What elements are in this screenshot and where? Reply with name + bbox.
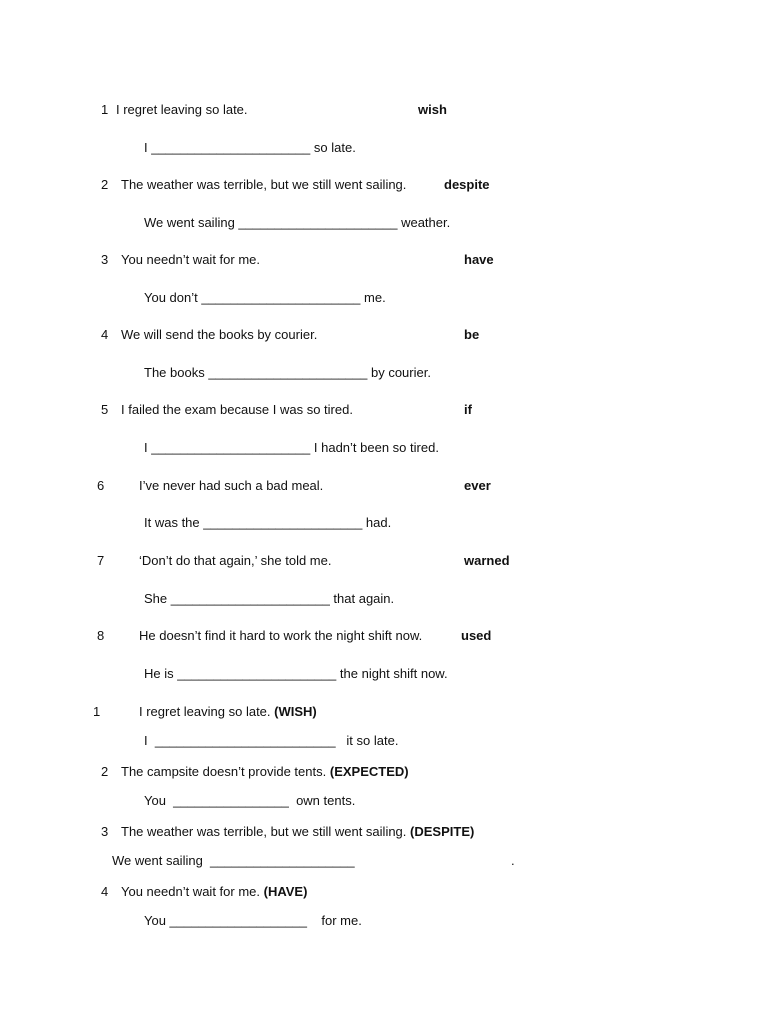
q8-number: 8: [97, 628, 105, 643]
s2-q1-keyword: (WISH): [274, 704, 317, 719]
q5-answer: I ______________________ I hadn’t been so tired.: [144, 440, 439, 455]
s2-q3-keyword: (DESPITE): [410, 824, 475, 839]
q2-keyword: despite: [444, 177, 490, 192]
s2-q4-number: 4: [101, 884, 109, 899]
q4-sentence: We will send the books by courier.: [121, 327, 318, 342]
q2-answer: We went sailing ______________________ weather.: [144, 215, 451, 230]
q4-answer: The books ______________________ by courier.: [144, 365, 431, 380]
s2-q4-prompt: [121, 884, 307, 900]
q3-keyword: have: [464, 252, 494, 267]
q8-sentence: He doesn’t find it hard to work the night shift now.: [139, 628, 423, 643]
s2-q4-answer: You ___________________ for me.: [144, 913, 362, 928]
s2-q3-answer-end: .: [511, 853, 515, 868]
q7-keyword: warned: [464, 553, 510, 568]
s2-q1-answer: I _________________________ it so late.: [144, 733, 399, 748]
q3-answer: You don’t ______________________ me.: [144, 290, 386, 305]
q2-sentence: The weather was terrible, but we still went sailing.: [121, 177, 407, 192]
s2-q2-sentence: The campsite doesn’t provide tents.: [121, 764, 327, 779]
q6-sentence: I’ve never had such a bad meal.: [139, 478, 324, 493]
q6-answer: It was the ______________________ had.: [144, 515, 392, 530]
s2-q1-number: 1: [93, 704, 101, 719]
s2-q1-prompt: [139, 704, 317, 720]
q8-answer: He is ______________________ the night shift now.: [144, 666, 448, 681]
s2-q2-keyword: (EXPECTED): [329, 764, 409, 779]
q1-keyword: wish: [418, 102, 447, 117]
q8-keyword: used: [461, 628, 492, 643]
s2-q2-prompt: [121, 764, 409, 780]
q1-number: 1: [101, 102, 109, 117]
q5-number: 5: [101, 402, 109, 417]
s2-q2-number: 2: [101, 764, 109, 779]
q3-sentence: You needn’t wait for me.: [121, 252, 260, 267]
s2-q3-number: 3: [101, 824, 109, 839]
q4-number: 4: [101, 327, 109, 342]
q6-keyword: ever: [464, 478, 491, 493]
q6-number: 6: [97, 478, 105, 493]
q2-number: 2: [101, 177, 109, 192]
s2-q3-answer: We went sailing ____________________: [112, 853, 355, 868]
q7-answer: She ______________________ that again.: [144, 591, 395, 606]
s2-q3-sentence: The weather was terrible, but we still went sailing.: [121, 824, 407, 839]
s2-q2-answer: You ________________ own tents.: [144, 793, 356, 808]
s2-q4-keyword: (HAVE): [263, 884, 308, 899]
q5-keyword: if: [464, 402, 472, 417]
q4-keyword: be: [464, 327, 480, 342]
q7-number: 7: [97, 553, 105, 568]
q7-sentence: ‘Don’t do that again,’ she told me.: [139, 553, 332, 568]
q1-sentence: I regret leaving so late.: [116, 102, 248, 117]
q3-number: 3: [101, 252, 109, 267]
q1-answer: I ______________________ so late.: [144, 140, 356, 155]
s2-q1-sentence: I regret leaving so late.: [139, 704, 271, 719]
s2-q4-sentence: You needn’t wait for me.: [121, 884, 260, 899]
q5-sentence: I failed the exam because I was so tired.: [121, 402, 353, 417]
s2-q3-prompt: [121, 824, 474, 840]
